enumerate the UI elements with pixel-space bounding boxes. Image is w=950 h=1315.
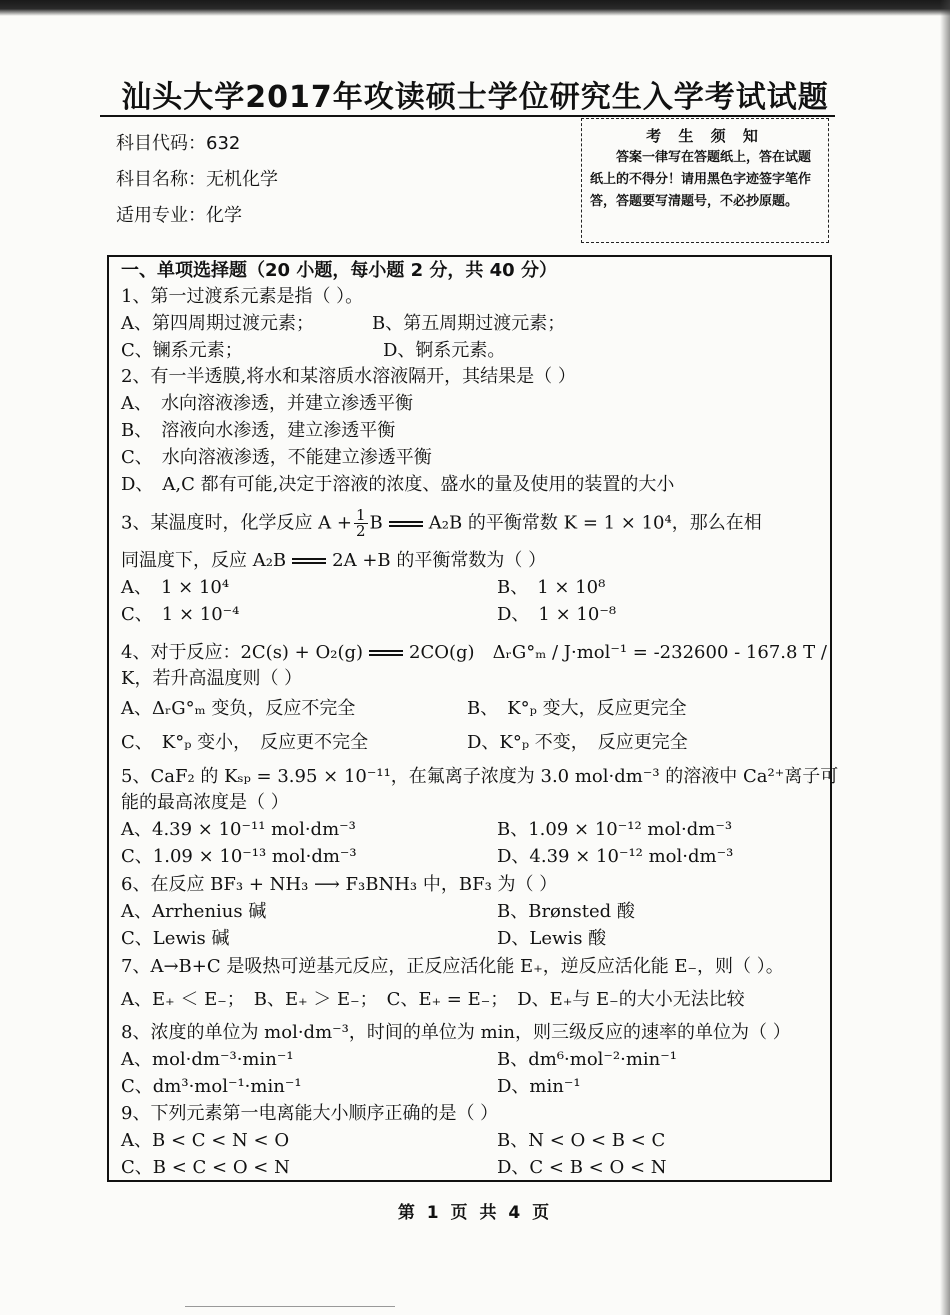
fraction-numerator: 1 xyxy=(355,506,366,524)
fraction-denominator: 2 xyxy=(355,522,366,540)
q1-option-d: D、锕系元素。 xyxy=(383,340,506,361)
q3-option-c: C、 1 × 10⁻⁴ xyxy=(121,604,240,625)
candidate-notice-box xyxy=(581,118,829,243)
q6-option-b: B、Brønsted 酸 xyxy=(497,901,635,922)
q7-options: A、E₊ ＜ E₋； B、E₊ ＞ E₋； C、E₊ = E₋； D、E₊与 E₋的大小无法比较 xyxy=(121,989,745,1010)
q3-stem-mid: B xyxy=(369,512,383,534)
scan-shadow-top xyxy=(0,0,950,16)
q6-option-c: C、Lewis 碱 xyxy=(121,928,230,949)
subject-name: 科目名称：无机化学 xyxy=(116,169,278,190)
q9-option-c: C、B < C < O < N xyxy=(121,1157,290,1178)
q8-option-b: B、dm⁶·mol⁻²·min⁻¹ xyxy=(497,1049,677,1070)
q9-option-b: B、N < O < B < C xyxy=(497,1130,666,1151)
q3-line2-post: 2A +B 的平衡常数为（ ） xyxy=(332,550,547,571)
q5-line2: 能的最高浓度是（ ） xyxy=(121,792,289,813)
notice-body: 答案一律写在答题纸上，答在试题纸上的不得分！请用黑色字迹签字笔作答，答题要写清题号，不必抄原题。 xyxy=(590,150,812,209)
q4-option-d: D、K°ₚ 不变， 反应更完全 xyxy=(467,732,688,753)
q2-option-d: D、 A,C 都有可能,决定于溶液的浓度、盛水的量及使用的装置的大小 xyxy=(121,474,675,495)
q6-stem: 6、在反应 BF₃ + NH₃ ⟶ F₃BNH₃ 中，BF₃ 为（ ） xyxy=(121,874,558,895)
subject-code: 科目代码：632 xyxy=(116,133,241,154)
q8-option-a: A、mol·dm⁻³·min⁻¹ xyxy=(121,1049,294,1070)
half-fraction xyxy=(354,508,368,539)
q4-option-b: B、 K°ₚ 变大，反应更完全 xyxy=(467,698,687,719)
q4-stem-post: 2CO(g) ΔᵣG°ₘ / J·mol⁻¹ = -232600 - 167.8 T / xyxy=(409,642,827,663)
q3-option-d: D、 1 × 10⁻⁸ xyxy=(497,604,617,625)
q9-option-a: A、B < C < N < O xyxy=(121,1130,290,1151)
q1-option-c: C、镧系元素； xyxy=(121,340,243,361)
q1-stem: 1、第一过渡系元素是指（ ）。 xyxy=(121,286,364,307)
section-title: 一、单项选择题（20 小题，每小题 2 分，共 40 分） xyxy=(121,260,557,281)
exam-meta xyxy=(116,131,278,239)
q4-stem xyxy=(121,640,827,666)
q2-option-c: C、 水向溶液渗透，不能建立渗透平衡 xyxy=(121,447,432,468)
q1-option-b: B、第五周期过渡元素； xyxy=(372,313,566,334)
q3-stem-post: A₂B 的平衡常数 K = 1 × 10⁴，那么在相 xyxy=(428,512,762,534)
q9-stem: 9、下列元素第一电离能大小顺序正确的是（ ） xyxy=(121,1103,499,1124)
exam-title: 汕头大学2017年攻读硕士学位研究生入学考试试题 xyxy=(121,80,829,115)
title-underline xyxy=(100,115,835,117)
equilibrium-arrow-icon xyxy=(369,649,403,657)
q5-stem: 5、CaF₂ 的 Kₛₚ = 3.95 × 10⁻¹¹，在氟离子浓度为 3.0 mol·dm⁻³ 的溶液中 Ca²⁺离子可 xyxy=(121,766,839,787)
q7-stem: 7、A→B+C 是吸热可逆基元反应，正反应活化能 E₊，逆反应活化能 E₋，则（ ）。 xyxy=(121,956,784,977)
q5-option-d: D、4.39 × 10⁻¹² mol·dm⁻³ xyxy=(497,846,734,867)
q2-option-a: A、 水向溶液渗透，并建立渗透平衡 xyxy=(121,393,413,414)
q9-option-d: D、C < B < O < N xyxy=(497,1157,667,1178)
q6-option-a: A、Arrhenius 碱 xyxy=(121,901,267,922)
scan-shadow-right xyxy=(940,0,950,1315)
q4-option-c: C、 K°ₚ 变小， 反应更不完全 xyxy=(121,732,369,753)
applicable-major: 适用专业：化学 xyxy=(116,205,242,226)
notice-title: 考 生 须 知 xyxy=(646,127,764,145)
q1-option-a: A、第四周期过渡元素； xyxy=(121,313,314,334)
q3-stem xyxy=(121,508,762,539)
q4-option-a: A、ΔᵣG°ₘ 变负，反应不完全 xyxy=(121,698,356,719)
q5-option-b: B、1.09 × 10⁻¹² mol·dm⁻³ xyxy=(497,819,733,840)
page-number: 第 1 页 共 4 页 xyxy=(397,1203,553,1223)
q2-stem: 2、有一半透膜,将水和某溶质水溶液隔开，其结果是（ ） xyxy=(121,366,576,387)
equilibrium-arrow-icon xyxy=(389,520,423,528)
q2-option-b: B、 溶液向水渗透，建立渗透平衡 xyxy=(121,420,396,441)
q4-stem-pre: 4、对于反应：2C(s) + O₂(g) xyxy=(121,642,364,663)
q8-option-d: D、min⁻¹ xyxy=(497,1076,581,1097)
q3-option-a: A、 1 × 10⁴ xyxy=(121,577,230,598)
q3-line2 xyxy=(121,548,546,574)
q8-stem: 8、浓度的单位为 mol·dm⁻³，时间的单位为 min，则三级反应的速率的单位为（ ） xyxy=(121,1022,791,1043)
q3-stem-pre: 3、某温度时，化学反应 A + xyxy=(121,512,352,534)
q8-option-c: C、dm³·mol⁻¹·min⁻¹ xyxy=(121,1076,302,1097)
q3-line2-pre: 同温度下，反应 A₂B xyxy=(121,550,287,571)
equilibrium-arrow-icon xyxy=(292,557,326,565)
q3-option-b: B、 1 × 10⁸ xyxy=(497,577,606,598)
q6-option-d: D、Lewis 酸 xyxy=(497,928,607,949)
q5-option-c: C、1.09 × 10⁻¹³ mol·dm⁻³ xyxy=(121,846,357,867)
q4-line2: K，若升高温度则（ ） xyxy=(121,668,303,689)
q5-option-a: A、4.39 × 10⁻¹¹ mol·dm⁻³ xyxy=(121,819,356,840)
footer-rule xyxy=(185,1306,395,1307)
